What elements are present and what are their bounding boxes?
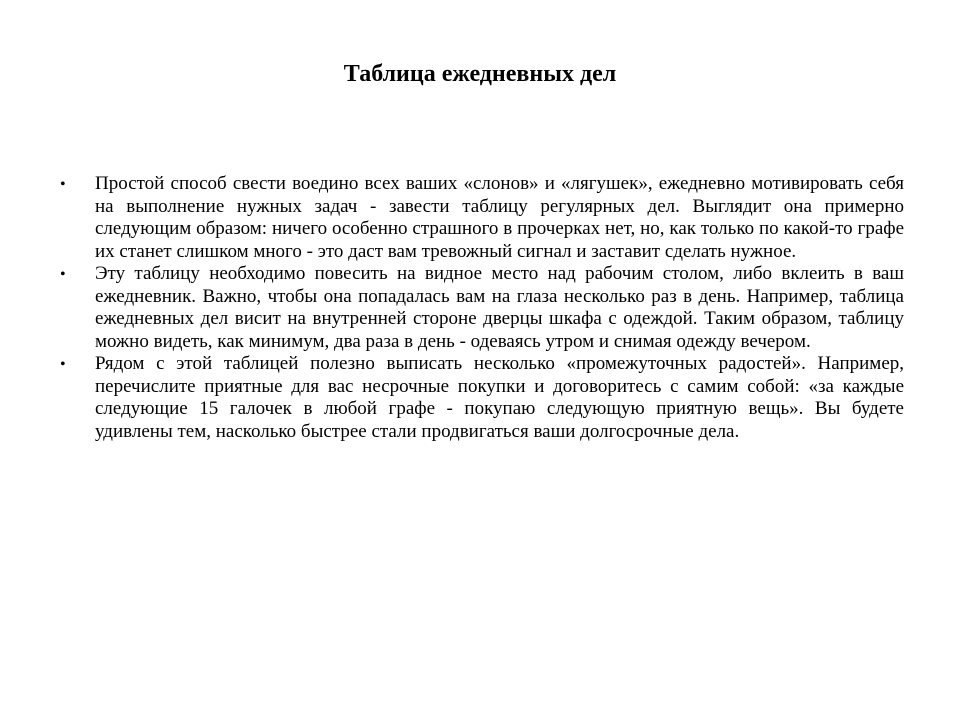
- bullet-icon: •: [60, 356, 66, 373]
- list-item: [60, 173, 904, 263]
- bullet-text: Эту таблицу необходимо повесить на видное место над рабочим столом, либо вклеить в ваш ежедневник. Важно, чтобы она попадалась вам на глаза несколько раз в день. Например, таблица ежедневных дел висит на внутренней стороне дверцы шкафа с одеждой. Таким образом, таблицу можно видеть, как минимум, два раза в день - одеваясь утром и снимая одежду вечером.: [95, 263, 904, 352]
- bullet-icon: •: [60, 266, 66, 283]
- list-item: [60, 263, 904, 353]
- bullet-text: Простой способ свести воедино всех ваших «слонов» и «лягушек», ежедневно мотивировать себя на выполнение нужных задач - завести таблицу регулярных дел. Выглядит она примерно следующим образом: ничего особенно страшного в прочерках нет, но, как только по какой-то графе их станет слишком много - это даст вам тревожный сигнал и заставит сделать нужное.: [95, 173, 904, 262]
- list-item: [60, 353, 904, 443]
- bullet-icon: •: [60, 176, 66, 193]
- bullet-list: [60, 173, 904, 443]
- bullet-text: Рядом с этой таблицей полезно выписать несколько «промежуточных радостей». Например, перечислите приятные для вас несрочные покупки и договоритесь с самим собой: «за каждые следующие 15 галочек в любой графе - покупаю следующую приятную вещь». Вы будете удивлены тем, насколько быстрее стали продвигаться ваши долгосрочные дела.: [95, 353, 904, 442]
- slide-title: Таблица ежедневных дел: [343, 61, 617, 87]
